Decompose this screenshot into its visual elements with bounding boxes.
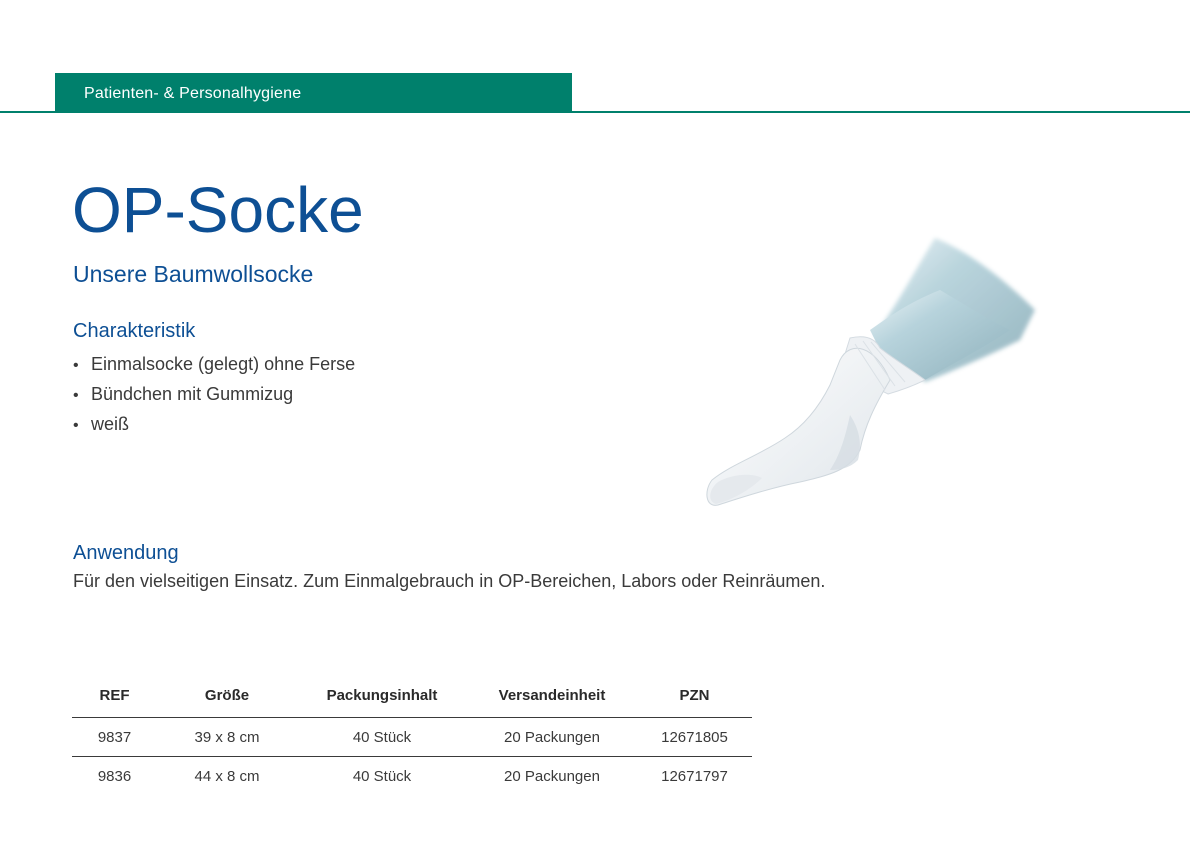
bullet-icon: • (73, 357, 79, 374)
table-header-row (72, 673, 752, 718)
sock-on-foot-image (690, 220, 1040, 530)
usage-text: Für den vielseitigen Einsatz. Zum Einmalgebrauch in OP-Bereichen, Labors oder Reinräumen. (73, 571, 826, 591)
usage-heading: Anwendung (73, 542, 179, 564)
cell-size: 39 x 8 cm (157, 718, 297, 757)
cell-pzn: 12671797 (661, 767, 728, 785)
cell-ref: 9836 (97, 767, 132, 785)
product-subtitle: Unsere Baumwollsocke (73, 261, 314, 287)
characteristics-heading: Charakteristik (73, 320, 196, 342)
header-shipping-unit: Versandeinheit (467, 673, 637, 718)
cell-ref: 9837 (72, 718, 157, 757)
list-item: • Einmalsocke (gelegt) ohne Ferse (73, 350, 355, 380)
cell-shipping-unit: 20 Packungen (504, 767, 600, 785)
table-row (72, 718, 752, 757)
list-item: • Bündchen mit Gummizug (73, 380, 355, 410)
header-package-content: Packungsinhalt (297, 673, 467, 718)
table-row (72, 757, 752, 796)
header-pzn: PZN (637, 673, 752, 718)
product-spec-table (72, 673, 752, 795)
cell-package-content: 40 Stück (297, 718, 467, 757)
cell-size: 44 x 8 cm (194, 767, 260, 785)
cell-shipping-unit: 20 Packungen (467, 718, 637, 757)
cell-package-content: 40 Stück (352, 767, 412, 785)
bullet-icon: • (73, 387, 79, 404)
category-tab (55, 73, 572, 113)
list-item: • weiß (73, 410, 355, 440)
header-size: Größe (157, 673, 297, 718)
cell-pzn: 12671805 (637, 718, 752, 757)
product-title: OP-Socke (72, 174, 364, 246)
header-ref: REF (72, 673, 157, 718)
characteristics-list (73, 350, 355, 440)
category-label: Patienten- & Personalhygiene (84, 85, 302, 102)
bullet-icon: • (73, 417, 79, 434)
